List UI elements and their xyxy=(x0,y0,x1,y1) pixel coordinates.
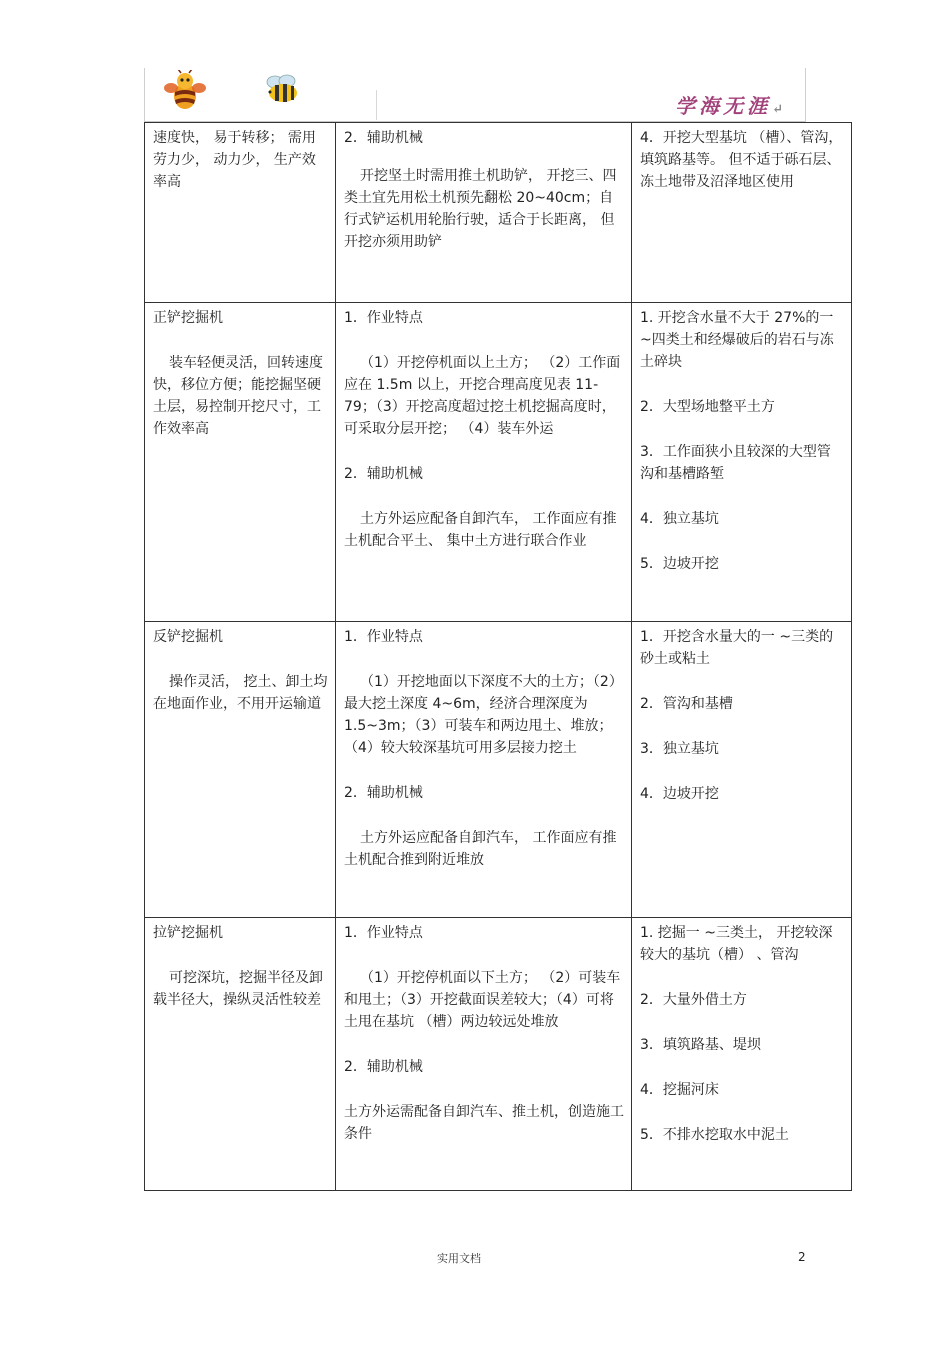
operation-cell xyxy=(336,622,632,918)
application-item: 1．开挖含水量大的一 ~三类的砂土或粘土 xyxy=(640,629,834,667)
table-row xyxy=(145,123,852,303)
application-item: 5．不排水挖取水中泥土 xyxy=(640,1127,789,1143)
application-cell xyxy=(632,622,852,918)
application-item: 2．大量外借土方 xyxy=(640,992,747,1008)
machine-name: 反铲挖掘机 xyxy=(153,629,223,645)
table-row xyxy=(145,303,852,622)
operation-cell xyxy=(336,123,632,303)
application-item: 2．大型场地整平土方 xyxy=(640,399,775,415)
application-cell xyxy=(632,303,852,622)
excavation-machinery-table xyxy=(144,122,852,1191)
section-title: 2．辅助机械 xyxy=(344,1059,423,1075)
section-body: （1）开挖地面以下深度不大的土方；（2）最大挖土深度 4~6m，经济合理深度为 1.5~3m；（3）可装车和两边甩土、堆放；（4）较大较深基坑可用多层接力挖土 xyxy=(344,674,623,756)
machine-description: 操作灵活， 挖土、卸土均在地面作业，不用开运输道 xyxy=(153,674,328,712)
application-item: 3．独立基坑 xyxy=(640,741,719,757)
application-item: 4．挖掘河床 xyxy=(640,1082,719,1098)
bee-mascot-icon xyxy=(163,70,207,112)
machine-cell xyxy=(145,123,336,303)
section-body: （1）开挖停机面以上土方； （2）工作面应在 1.5m 以上，开挖合理高度见表 11-79；（3）开挖高度超过挖土机挖掘高度时， 可采取分层开挖； （4）装车外运 xyxy=(344,355,621,437)
section-title: 2．辅助机械 xyxy=(344,785,423,801)
section-title: 1．作业特点 xyxy=(344,310,423,326)
return-mark: ↵ xyxy=(772,102,787,117)
machine-cell xyxy=(145,303,336,622)
application-item: 4．开挖大型基坑 （槽）、管沟，填筑路基等。 但不适于砾石层、冻土地带及沼泽地区使用 xyxy=(640,130,843,190)
application-item: 1. 挖掘一 ~三类土， 开挖较深较大的基坑（槽） 、管沟 xyxy=(640,925,833,963)
machine-description: 装车轻便灵活，回转速度快，移位方便；能挖掘坚硬土层，易控制开挖尺寸，工作效率高 xyxy=(153,355,323,437)
application-item: 3．工作面狭小且较深的大型管沟和基槽路堑 xyxy=(640,444,831,482)
machine-name: 正铲挖掘机 xyxy=(153,310,223,326)
operation-cell xyxy=(336,918,632,1191)
application-cell xyxy=(632,918,852,1191)
section-body: 土方外运应配备自卸汽车， 工作面应有推土机配合推到附近堆放 xyxy=(344,830,617,868)
application-item: 2．管沟和基槽 xyxy=(640,696,733,712)
page-number: 2 xyxy=(798,1250,806,1264)
section-body: 开挖坚土时需用推土机助铲， 开挖三、四类土宜先用松土机预先翻松 20~40cm；自行式铲运机用轮胎行驶，适合于长距离， 但开挖亦须用助铲 xyxy=(344,168,617,250)
table-row xyxy=(145,918,852,1191)
application-cell xyxy=(632,123,852,303)
operation-cell xyxy=(336,303,632,622)
bee-icon xyxy=(263,74,303,104)
section-title: 2．辅助机械 xyxy=(344,466,423,482)
application-item: 1. 开挖含水量不大于 27%的一 ~四类土和经爆破后的岩石与冻土碎块 xyxy=(640,310,834,370)
section-title: 1．作业特点 xyxy=(344,925,423,941)
footer-label: 实用文档 xyxy=(437,1252,481,1265)
section-title: 2．辅助机械 xyxy=(344,130,423,146)
machine-description: 速度快， 易于转移； 需用劳力少， 动力少， 生产效率高 xyxy=(153,130,316,190)
machine-name: 拉铲挖掘机 xyxy=(153,925,223,941)
header-motto xyxy=(675,90,787,119)
machine-cell xyxy=(145,918,336,1191)
application-item: 4．独立基坑 xyxy=(640,511,719,527)
table-row xyxy=(145,622,852,918)
page-header xyxy=(144,68,806,122)
application-item: 4．边坡开挖 xyxy=(640,786,719,802)
motto-text: 学海无涯 xyxy=(675,94,772,118)
machine-cell xyxy=(145,622,336,918)
machine-description: 可挖深坑，挖掘半径及卸载半径大，操纵灵活性较差 xyxy=(153,970,323,1008)
application-item: 3．填筑路基、堤坝 xyxy=(640,1037,761,1053)
section-body: 土方外运应配备自卸汽车， 工作面应有推土机配合平土、 集中土方进行联合作业 xyxy=(344,511,617,549)
header-divider xyxy=(376,90,377,120)
application-item: 5．边坡开挖 xyxy=(640,556,719,572)
section-body: （1）开挖停机面以下土方； （2）可装车和甩土；（3）开挖截面误差较大；（4）可将土甩在基坑 （槽）两边较远处堆放 xyxy=(344,970,621,1030)
section-title: 1．作业特点 xyxy=(344,629,423,645)
section-body: 土方外运需配备自卸汽车、推土机，创造施工条件 xyxy=(344,1104,624,1142)
